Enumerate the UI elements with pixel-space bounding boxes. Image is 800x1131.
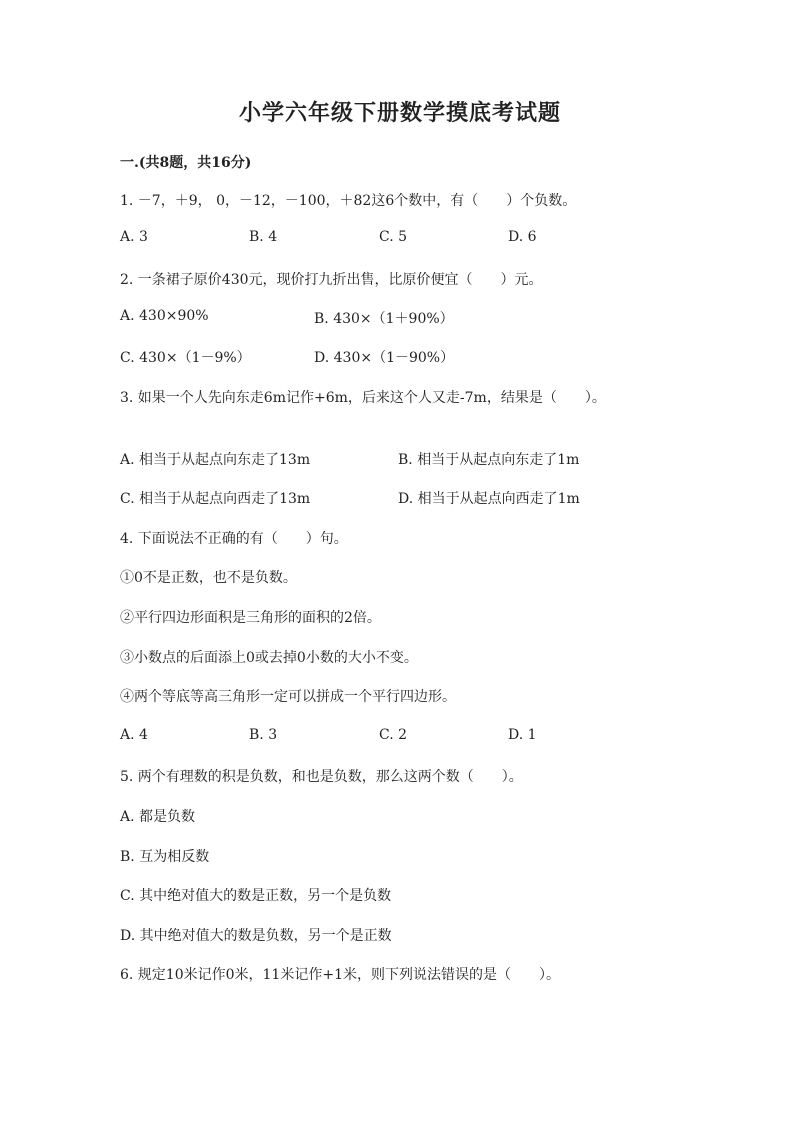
question-5-option-d: D. 其中绝对值大的数是负数，另一个是正数: [120, 928, 392, 944]
question-3-stem: 3. 如果一个人先向东走6m记作+6m，后来这个人又走-7m，结果是（ ）。: [120, 390, 606, 406]
section-heading: 一.(共8题，共16分): [120, 155, 252, 171]
question-4-statement-4: ④两个等底等高三角形一定可以拼成一个平行四边形。: [120, 689, 456, 705]
question-1-option-d: D. 6: [508, 229, 537, 245]
question-4-option-a: A. 4: [120, 727, 148, 743]
question-4-option-b: B. 3: [249, 727, 278, 743]
question-2-option-b: B. 430×（1＋90%）: [314, 311, 454, 327]
question-4-statement-1: ①0不是正数，也不是负数。: [120, 570, 297, 586]
question-5-option-c: C. 其中绝对值大的数是正数，另一个是负数: [120, 888, 392, 904]
question-3-option-b: B. 相当于从起点向东走了1m: [398, 452, 580, 468]
question-1-option-c: C. 5: [379, 229, 408, 245]
question-4-statement-3: ③小数点的后面添上0或去掉0小数的大小不变。: [120, 650, 418, 666]
question-3-option-d: D. 相当于从起点向西走了1m: [398, 491, 580, 507]
question-3-option-c: C. 相当于从起点向西走了13m: [120, 491, 311, 507]
question-2-stem: 2. 一条裙子原价430元，现价打九折出售，比原价便宜（ ）元。: [120, 272, 543, 288]
question-4-stem: 4. 下面说法不正确的有（ ）句。: [120, 531, 348, 547]
question-1-option-b: B. 4: [249, 229, 278, 245]
question-2-option-c: C. 430×（1－9%）: [120, 350, 251, 366]
question-3-option-a: A. 相当于从起点向东走了13m: [120, 452, 311, 468]
question-4-option-c: C. 2: [379, 727, 408, 743]
question-5-option-b: B. 互为相反数: [120, 849, 210, 865]
question-2-option-a: A. 430×90%: [120, 308, 209, 324]
question-1-option-a: A. 3: [120, 229, 148, 245]
question-4-statement-2: ②平行四边形面积是三角形的面积的2倍。: [120, 610, 381, 626]
question-4-option-d: D. 1: [508, 727, 537, 743]
question-2-option-d: D. 430×（1－90%）: [314, 350, 455, 366]
question-5-stem: 5. 两个有理数的积是负数，和也是负数，那么这两个数（ ）。: [120, 769, 523, 785]
question-1-stem: 1. －7，＋9， 0，－12，－100，＋82这6个数中，有（ ）个负数。: [120, 193, 577, 209]
page-title: 小学六年级下册数学摸底考试题: [238, 100, 561, 126]
question-6-stem: 6. 规定10米记作0米，11米记作+1米，则下列说法错误的是（ ）。: [120, 967, 560, 983]
question-5-option-a: A. 都是负数: [120, 809, 196, 825]
